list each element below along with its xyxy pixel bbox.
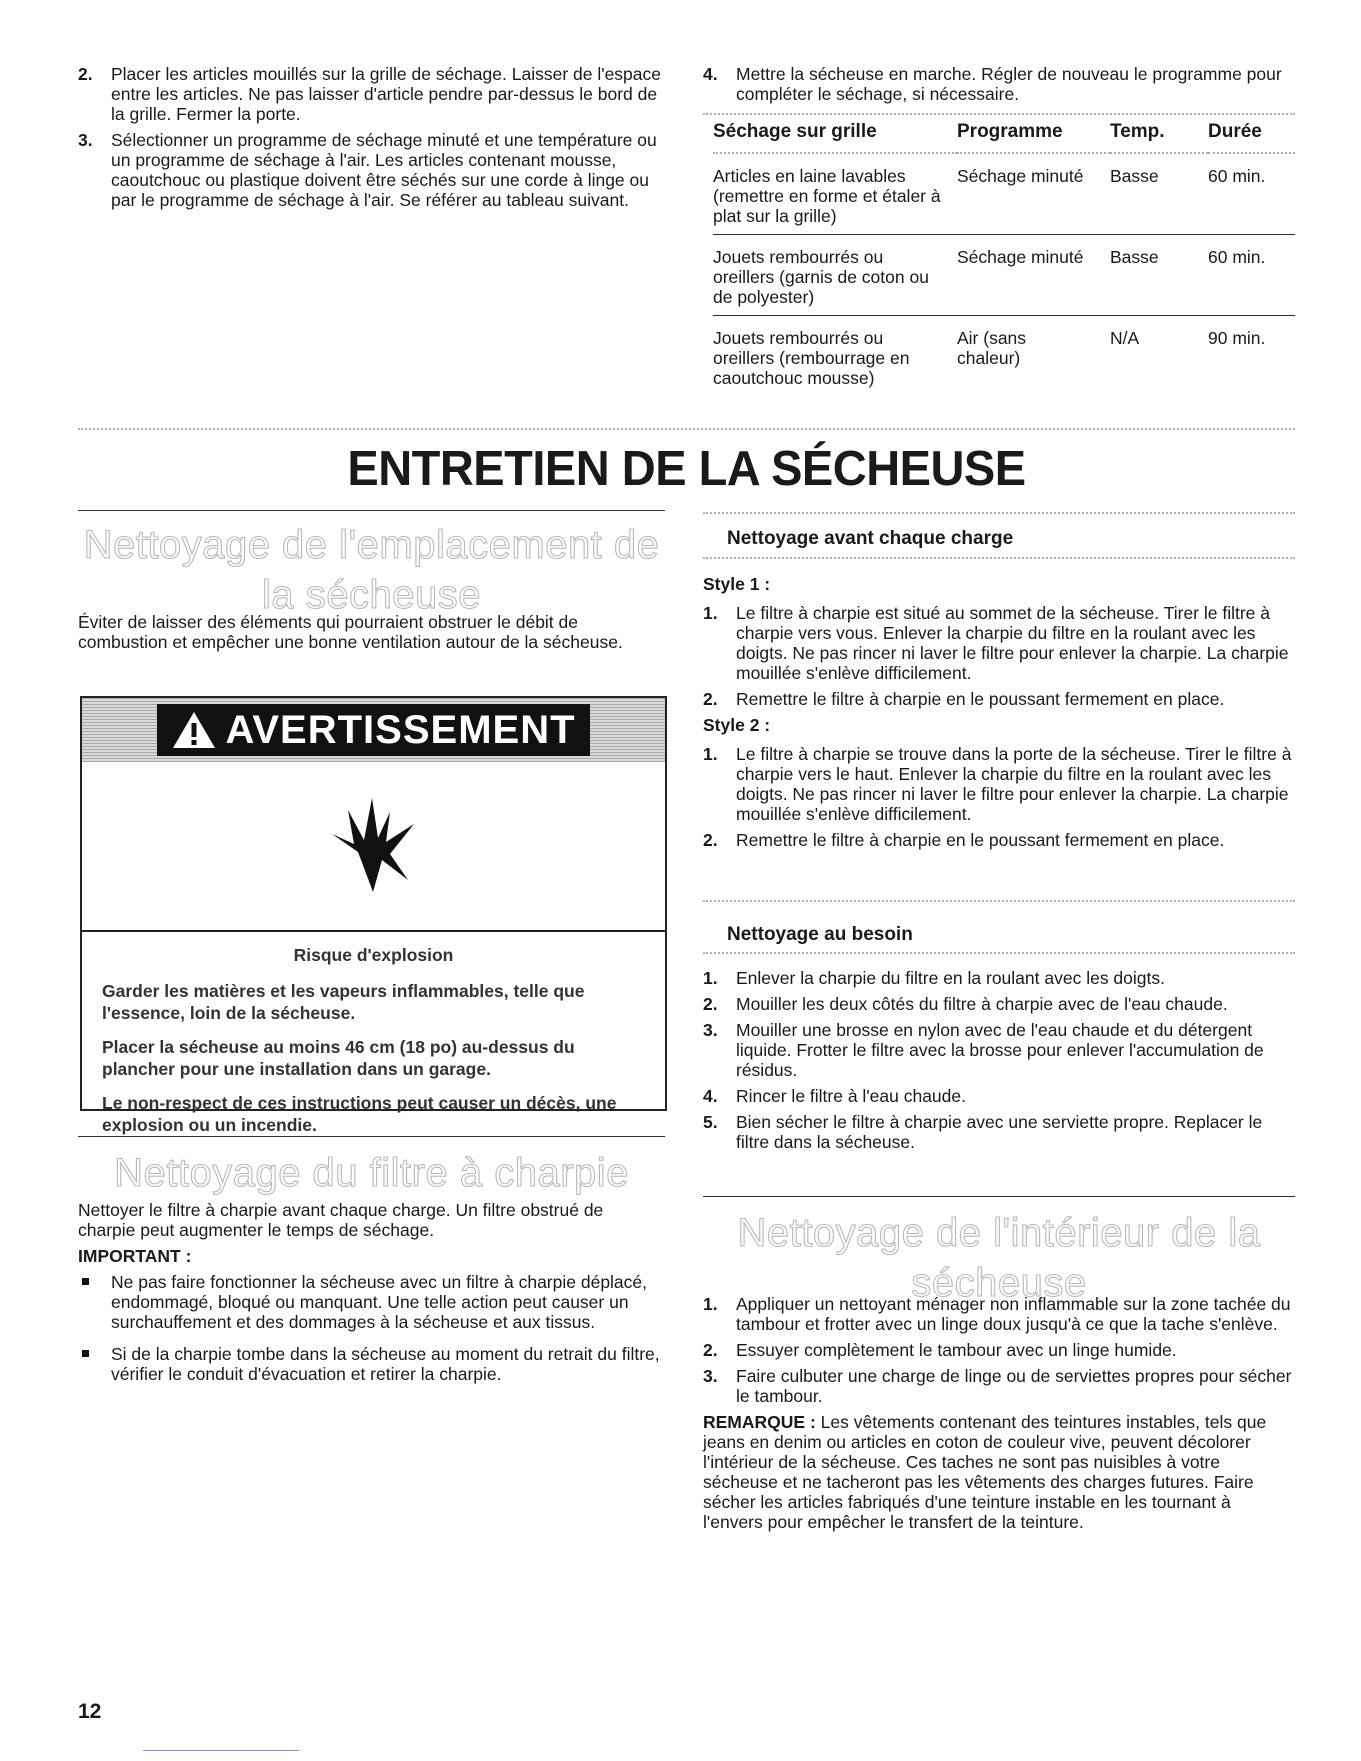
table-header-row	[713, 116, 1295, 153]
list-item: Ne pas faire fonctionner la sécheuse avec un filtre à charpie déplacé, endommagé, bloqué ou manquant. Une telle action peut causer un surchauffement et des dommages à la sécheuse et aux tissus.	[78, 1272, 665, 1332]
explosion-icon	[328, 794, 418, 894]
list-item: 1. Le filtre à charpie est situé au sommet de la sécheuse. Tirer le filtre à charpie vers vous. Enlever la charpie du filtre en la roulant avec les doigts. Ne pas rincer ni laver le filtre pour enlever la charpie. La charpie mouillée s'enlève difficilement.	[703, 603, 1289, 683]
list-item: 2. Essuyer complètement le tambour avec un linge humide.	[703, 1340, 1177, 1360]
list-item: 2. Remettre le filtre à charpie en le poussant fermement en place.	[703, 689, 1225, 709]
page-title: ENTRETIEN DE LA SÉCHEUSE	[347, 439, 1026, 496]
warning-content	[82, 932, 665, 1136]
divider	[703, 900, 1295, 902]
footer-rule	[143, 1750, 299, 1751]
lint-filter-text: Nettoyer le filtre à charpie avant chaque charge. Un filtre obstrué de charpie peut augmenter le temps de séchage.	[78, 1200, 604, 1240]
warning-risk-title: Risque d'explosion	[293, 945, 454, 965]
list-item: 1. Appliquer un nettoyant ménager non inflammable sur la zone tachée du tambour et frotter avec un linge doux jusqu'à ce que la tache s'enlève.	[703, 1294, 1291, 1334]
table-row: Jouets rembourrés ou oreillers (garnis de coton ou de polyester) Séchage minuté Basse 60 min.	[713, 235, 1295, 316]
section-divider	[78, 428, 1295, 430]
list-item: 4. Rincer le filtre à l'eau chaude.	[703, 1086, 966, 1106]
list-item: 5. Bien sécher le filtre à charpie avec une serviette propre. Replacer le filtre dans la sécheuse.	[703, 1112, 1263, 1152]
note-paragraph	[703, 1412, 1295, 1532]
important-label: IMPORTANT :	[78, 1246, 192, 1266]
style1-label: Style 1 :	[703, 574, 771, 594]
divider	[703, 952, 1295, 954]
list-item: 2. Mouiller les deux côtés du filtre à charpie avec de l'eau chaude.	[703, 994, 1228, 1014]
list-item: 2. Placer les articles mouillés sur la grille de séchage. Laisser de l'espace entre les articles. Ne pas laisser d'article pendre par-dessus le bord de la grille. Fermer la porte.	[78, 64, 661, 124]
divider	[703, 113, 1295, 115]
before-each-load-section	[703, 574, 1295, 856]
list-item: 1. Le filtre à charpie se trouve dans la porte de la sécheuse. Tirer le filtre à charpie vers le haut. Enlever la charpie du filtre en la roulant avec les doigts. Ne pas rincer ni laver le filtre pour enlever la charpie. La charpie mouillée s'enlève difficilement.	[703, 744, 1292, 824]
drying-rack-table	[713, 116, 1295, 396]
section-heading-interior: Nettoyage de l'intérieur de la sécheuse	[737, 1211, 1261, 1305]
important-bullets	[78, 1272, 665, 1396]
table-header: Séchage sur grille	[713, 116, 957, 153]
as-needed-steps	[703, 968, 1295, 1158]
section-heading-lint-filter: Nettoyage du filtre à charpie	[114, 1151, 629, 1195]
warning-header	[82, 698, 665, 762]
top-right-steps	[703, 64, 1295, 110]
list-item: 3. Faire culbuter une charge de linge ou de serviettes propres pour sécher le tambour.	[703, 1366, 1292, 1406]
warning-line: Placer la sécheuse au moins 46 cm (18 po) au-dessus du plancher pour une installation dans un garage.	[102, 1037, 575, 1079]
warning-line: Le non-respect de ces instructions peut causer un décès, une explosion ou un incendie.	[102, 1093, 617, 1135]
list-item: 3. Sélectionner un programme de séchage minuté et une température ou un programme de séchage à l'air. Les articles contenant mousse, caoutchouc ou plastique doivent être séchés sur une corde à linge ou par le programme de séchage à l'air. Se référer au tableau suivant.	[78, 130, 657, 210]
list-item: Si de la charpie tombe dans la sécheuse au moment du retrait du filtre, vérifier le conduit d'évacuation et retirer la charpie.	[78, 1344, 665, 1384]
section-heading-location: Nettoyage de l'emplacement de la sécheuse	[83, 523, 660, 617]
divider	[703, 512, 1295, 514]
note-text: Les vêtements contenant des teintures instables, tels que jeans en denim ou articles en coton de couleur vive, peuvent décolorer l'intérieur de la sécheuse. Ces taches ne sont pas nuisibles à votre sécheuse et ne tacheront pas les vêtements des charges futures. Faire sécher les articles fabriqués d'une teinture instable en les tournant à l'envers pour empêcher le transfert de la teinture.	[703, 1412, 1267, 1532]
note-label: REMARQUE :	[703, 1412, 816, 1432]
divider	[703, 1196, 1295, 1197]
warning-symbol-area	[82, 762, 665, 932]
style2-label: Style 2 :	[703, 715, 771, 735]
bullet-icon	[82, 1278, 89, 1285]
list-item: 3. Mouiller une brosse en nylon avec de l'eau chaude et du détergent liquide. Frotter le filtre avec la brosse pour enlever l'accumulation de résidus.	[703, 1020, 1264, 1080]
table-header: Durée	[1208, 116, 1295, 153]
divider	[703, 557, 1295, 559]
list-item: 2. Remettre le filtre à charpie en le poussant fermement en place.	[703, 830, 1225, 850]
page-number: 12	[78, 1700, 102, 1723]
table-row: Articles en laine lavables (remettre en forme et étaler à plat sur la grille) Séchage minuté Basse 60 min.	[713, 153, 1295, 235]
divider	[78, 510, 665, 511]
list-item: 1. Enlever la charpie du filtre en la roulant avec les doigts.	[703, 968, 1165, 988]
subheading-before-each-load: Nettoyage avant chaque charge	[727, 528, 1014, 549]
bullet-icon	[82, 1350, 89, 1357]
table-row: Jouets rembourrés ou oreillers (rembourrage en caoutchouc mousse) Air (sans chaleur) N/A 90 min.	[713, 328, 1266, 388]
table-header: Programme	[957, 116, 1110, 153]
divider	[78, 1136, 665, 1137]
interior-steps	[703, 1294, 1295, 1532]
top-left-steps	[78, 64, 663, 216]
warning-box	[80, 696, 667, 1135]
subheading-as-needed: Nettoyage au besoin	[727, 924, 913, 945]
warning-line: Garder les matières et les vapeurs inflammables, telle que l'essence, loin de la sécheuse.	[102, 981, 585, 1023]
location-text: Éviter de laisser des éléments qui pourraient obstruer le débit de combustion et empêcher une bonne ventilation autour de la sécheuse.	[78, 612, 623, 652]
list-item: 4. Mettre la sécheuse en marche. Régler de nouveau le programme pour compléter le séchage, si nécessaire.	[703, 64, 1282, 104]
table-header: Temp.	[1110, 116, 1208, 153]
warning-triangle-icon	[171, 710, 217, 750]
warning-banner: AVERTISSEMENT	[157, 704, 589, 756]
